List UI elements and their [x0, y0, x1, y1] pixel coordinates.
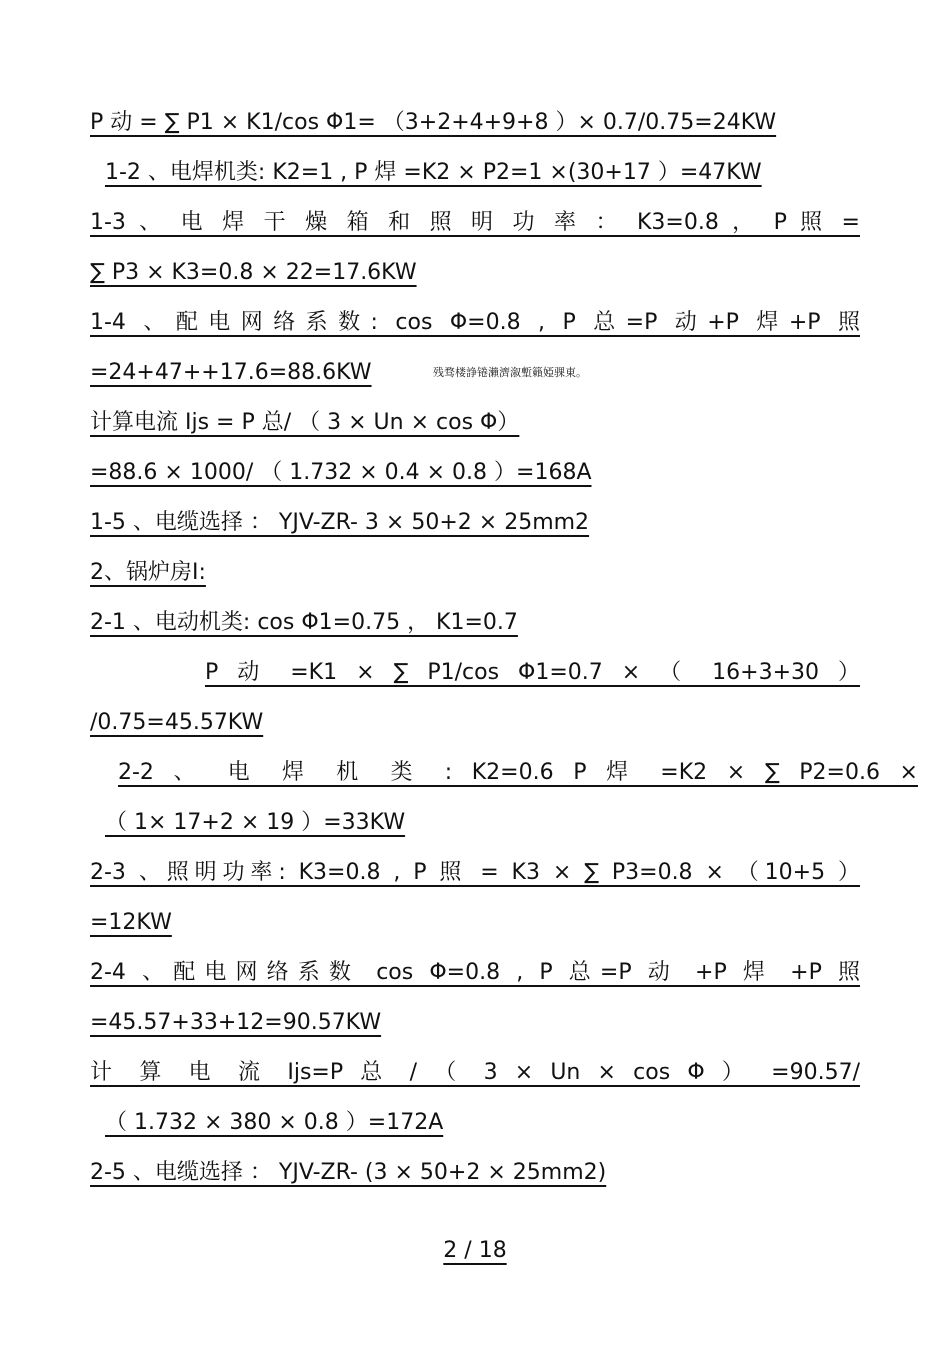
current-calc-line-2-cont: （ 1.732 × 380 × 0.8 ）=172A	[105, 1110, 444, 1135]
formula-line-1-3: 1-3 、 电 焊 干 燥 箱 和 照 明 功 率 ： K3=0.8 ， P 照 =	[90, 210, 860, 235]
formula-line-1-3-cont: ∑ P3 × K3=0.8 × 22=17.6KW	[90, 260, 417, 285]
section-heading-boiler-room: 2、锅炉房Ⅰ:	[90, 560, 206, 585]
formula-line-1-4: 1-4 、配电网络系数: cos Φ=0.8 , P 总=P 动+P 焊+P 照	[90, 310, 860, 335]
current-calc-line-1-cont: =88.6 × 1000/ （ 1.732 × 0.4 × 0.8 ）=168A	[90, 460, 592, 485]
cable-selection-1-5: 1-5 、电缆选择 ： YJV-ZR- 3 × 50+2 × 25mm2	[90, 510, 590, 535]
formula-line-1-1: P 动 = ∑ P1 × K1/cos Φ1= （3+2+4+9+8 ）× 0.7/0.75=24KW	[90, 110, 777, 135]
formula-line-2-3: 2-3 、照明功率: K3=0.8 , P 照 = K3 × ∑ P3=0.8 × （10+5 ）	[90, 860, 860, 885]
formula-line-2-1-result: /0.75=45.57KW	[90, 710, 264, 735]
cable-selection-2-5: 2-5 、电缆选择 ： YJV-ZR- (3 × 50+2 × 25mm2)	[90, 1160, 607, 1185]
page-number: 2 / 18	[443, 1238, 507, 1263]
formula-line-2-4-cont: =45.57+33+12=90.57KW	[90, 1010, 382, 1035]
formula-line-2-1: 2-1 、电动机类: cos Φ1=0.75 ， K1=0.7	[90, 610, 518, 635]
formula-line-1-4-cont: =24+47++17.6=88.6KW	[90, 360, 372, 385]
garbled-note: 残骛楼諍锩瀨濟溆塹籟婭骒東。	[433, 366, 587, 379]
formula-line-2-2-cont: （ 1× 17+2 × 19 ）=33KW	[105, 810, 406, 835]
formula-line-2-3-cont: =12KW	[90, 910, 172, 935]
formula-line-2-1-cont: P 动 =K1 × ∑ P1/cos Φ1=0.7 × （ 16+3+30 ）	[205, 660, 860, 685]
current-calc-line-1: 计算电流 Ijs = P 总/ （ 3 × Un × cos Φ）	[90, 410, 520, 435]
formula-line-2-4: 2-4 、配电网络系数 cos Φ=0.8 , P 总=P 动 +P 焊 +P 照	[90, 960, 860, 985]
formula-line-2-2: 2-2 、 电 焊 机 类 : K2=0.6 P 焊 =K2 × ∑ P2=0.6 ×	[118, 760, 918, 785]
current-calc-line-2: 计 算 电 流 Ijs=P 总 / （ 3 × Un × cos Φ ） =90.57/	[90, 1060, 860, 1085]
formula-line-1-2: 1-2 、电焊机类: K2=1 , P 焊 =K2 × P2=1 ×(30+17 ）=47KW	[105, 160, 762, 185]
